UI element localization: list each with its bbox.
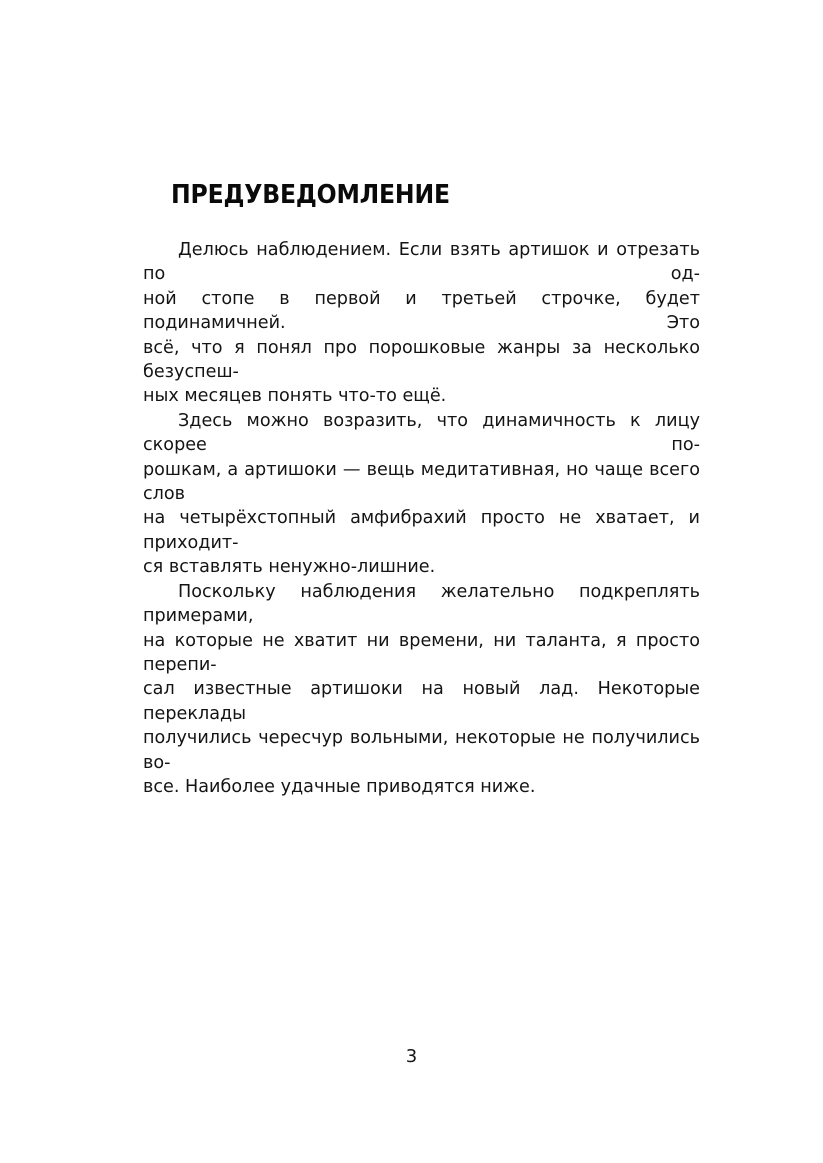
text-line: Здесь можно возразить, что динамичность к лицу скорее по- <box>143 410 706 456</box>
text-line: рошкам, а артишоки — вещь медитативная, но чаще всего слов <box>143 459 706 505</box>
text-line: сал известные артишоки на новый лад. Некоторые переклады <box>143 679 706 724</box>
text-line: ной стопе в первой и третьей строчке, будет подинамичней. Это <box>143 288 706 334</box>
text-line: получились чересчур вольными, некоторые не получились во- <box>143 728 706 773</box>
text-line: все. Наиболее удачные приводятся ниже. <box>143 776 536 797</box>
text-line: всё, что я понял про порошковые жанры за несколько безуспеш- <box>143 337 706 383</box>
text-line: ся вставлять ненужно-лишние. <box>143 557 436 578</box>
page-number: 3 <box>405 1046 418 1067</box>
text-column <box>143 180 706 799</box>
page-title: ПРЕДУВЕДОМЛЕНИЕ <box>171 180 450 210</box>
text-line: ных месяцев понять что-то ещё. <box>143 386 447 407</box>
text-line: Поскольку наблюдения желательно подкреплять примерами, <box>143 581 706 627</box>
text-line: на четырёхстопный амфибрахий просто не хватает, и приходит- <box>143 508 706 553</box>
text-line: на которые не хватит ни времени, ни таланта, я просто перепи- <box>143 630 706 675</box>
text-line: Делюсь наблюдением. Если взять артишок и отрезать по од- <box>143 240 706 285</box>
paragraph <box>143 409 706 580</box>
paragraph <box>143 580 706 800</box>
paragraph <box>143 238 706 409</box>
